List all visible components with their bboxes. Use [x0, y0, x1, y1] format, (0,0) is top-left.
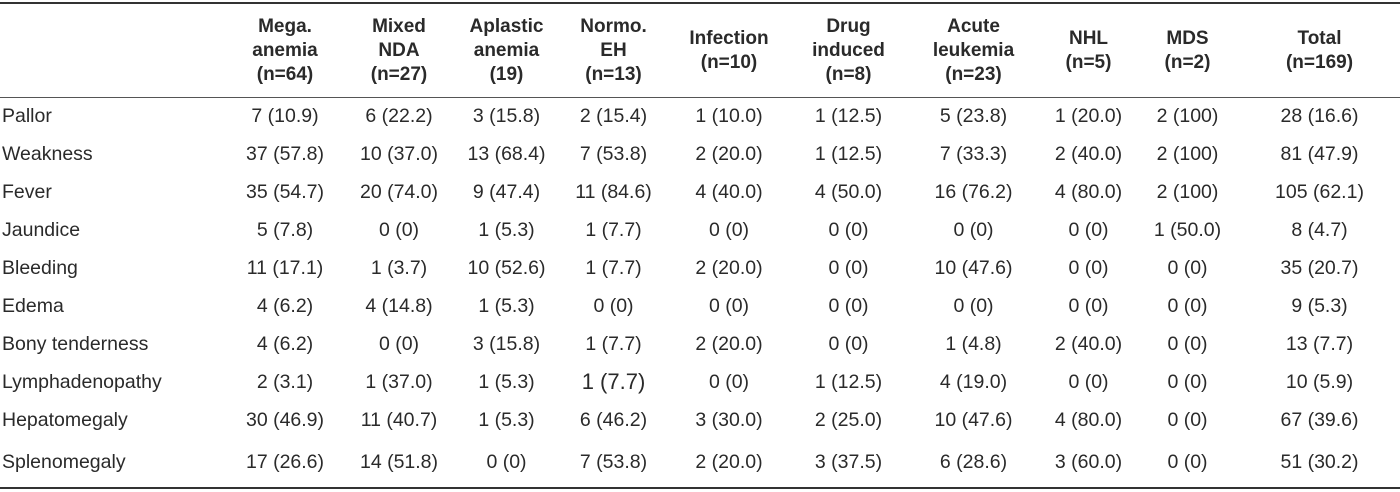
table-cell: 0 (0) [378, 218, 420, 241]
table-cell: 0 (0) [828, 332, 869, 355]
table-cell: 1 (3.7) [370, 256, 428, 279]
table-cell: 2 (100) [1156, 180, 1219, 203]
table-cell: 0 (0) [1167, 450, 1208, 473]
table-cell: 1 (7.7) [585, 256, 642, 279]
table-cell: 0 (0) [1167, 370, 1208, 393]
table-cell: 7 (53.8) [579, 142, 648, 165]
table-cell: 7 (33.3) [939, 142, 1008, 165]
table-cell: 0 (0) [828, 256, 869, 279]
table-cell: 10 (47.6) [934, 408, 1013, 431]
table-cell: 3 (37.5) [814, 450, 883, 473]
table-cell: 10 (47.6) [934, 256, 1013, 279]
row-label: Pallor [2, 104, 52, 127]
table-cell: 2 (20.0) [695, 332, 763, 355]
header-cell-row-label [0, 4, 225, 97]
table-cell: 81 (47.9) [1280, 142, 1359, 165]
header-cell-infection: Infection (n=10) [689, 27, 769, 73]
table-cell: 105 (62.1) [1275, 180, 1364, 203]
table-cell: 1 (5.3) [478, 370, 535, 393]
header-cell-nhl: NHL (n=5) [1065, 27, 1112, 73]
table-cell: 1 (10.0) [695, 104, 763, 127]
table-cell: 0 (0) [1068, 370, 1109, 393]
header-cell-drug-induced: Drug induced (n=8) [812, 15, 885, 85]
table-cell: 5 (7.8) [256, 218, 314, 241]
row-label: Jaundice [2, 218, 81, 241]
table-cell: 0 (0) [378, 332, 420, 355]
table-cell: 37 (57.8) [245, 142, 325, 165]
table-cell: 1 (50.0) [1153, 218, 1222, 241]
row-label: Weakness [2, 142, 93, 165]
row-label: Bony tenderness [2, 332, 149, 355]
table-cell: 2 (40.0) [1054, 142, 1123, 165]
table-cell: 1 (12.5) [814, 370, 883, 393]
table-cell: 9 (47.4) [472, 180, 541, 203]
table-cell: 0 (0) [1167, 332, 1208, 355]
table-cell: 1 (7.7) [581, 369, 646, 394]
table-cell: 1 (4.8) [945, 332, 1002, 355]
table-cell: 10 (52.6) [467, 256, 546, 279]
table-cell: 35 (20.7) [1280, 256, 1359, 279]
table-cell: 2 (20.0) [695, 256, 763, 279]
table-cell: 2 (15.4) [579, 104, 648, 127]
table-cell: 2 (100) [1156, 142, 1219, 165]
table-cell: 4 (6.2) [256, 332, 314, 355]
table-cell: 1 (5.3) [478, 408, 535, 431]
table-cell: 0 (0) [486, 450, 527, 473]
table-cell: 1 (7.7) [585, 332, 642, 355]
table-cell: 4 (80.0) [1054, 180, 1123, 203]
table-cell: 6 (22.2) [365, 104, 433, 127]
table-cell: 3 (15.8) [472, 104, 541, 127]
table-cell: 6 (46.2) [579, 408, 648, 431]
table-cell: 13 (68.4) [467, 142, 546, 165]
header-cell-acute-leukemia: Acute leukemia (n=23) [932, 15, 1015, 85]
table-cell: 20 (74.0) [359, 180, 439, 203]
table-cell: 2 (25.0) [814, 408, 883, 431]
table-cell: 4 (50.0) [814, 180, 883, 203]
table-cell: 7 (53.8) [579, 450, 648, 473]
header-row [0, 4, 1400, 97]
table-cell: 2 (3.1) [256, 370, 314, 393]
table-cell: 13 (7.7) [1285, 332, 1354, 355]
table-cell: 67 (39.6) [1280, 408, 1359, 431]
table-cell: 0 (0) [1068, 256, 1109, 279]
table-cell: 0 (0) [1167, 256, 1208, 279]
table-cell: 28 (16.6) [1280, 104, 1359, 127]
row-label: Splenomegaly [2, 450, 126, 473]
table-cell: 11 (17.1) [246, 256, 324, 279]
table-cell: 0 (0) [1068, 218, 1109, 241]
table-cell: 1 (7.7) [585, 218, 642, 241]
table-cell: 8 (4.7) [1291, 218, 1348, 241]
table-cell: 4 (19.0) [939, 370, 1008, 393]
table-row-splenomegaly [0, 439, 1400, 485]
header-cell-aplastic-anemia: Aplastic anemia (19) [469, 15, 544, 85]
table-cell: 0 (0) [708, 294, 750, 317]
table-cell: 4 (40.0) [695, 180, 763, 203]
table-cell: 10 (37.0) [359, 142, 439, 165]
table-cell: 2 (20.0) [695, 142, 763, 165]
table-cell: 6 (28.6) [939, 450, 1008, 473]
table-cell: 1 (20.0) [1054, 104, 1123, 127]
table-row-weakness [0, 135, 1400, 173]
table-cell: 1 (37.0) [365, 370, 433, 393]
bottom-rule [0, 487, 1400, 489]
table-cell: 0 (0) [1068, 294, 1109, 317]
table-row-edema [0, 287, 1400, 325]
table-row-fever [0, 173, 1400, 211]
header-cell-total: Total (n=169) [1285, 27, 1354, 73]
row-label: Lymphadenopathy [2, 370, 162, 393]
table-row-bony-tenderness [0, 325, 1400, 363]
table-cell: 10 (5.9) [1285, 370, 1354, 393]
table-cell: 2 (20.0) [695, 450, 763, 473]
row-label: Hepatomegaly [2, 408, 128, 431]
table-cell: 51 (30.2) [1280, 450, 1359, 473]
table-cell: 7 (10.9) [251, 104, 319, 127]
table-cell: 1 (5.3) [478, 294, 535, 317]
table-row-hepatomegaly [0, 401, 1400, 439]
header-cell-mega-anemia: Mega. anemia (n=64) [252, 15, 318, 85]
clinical-features-table [0, 4, 1400, 485]
table-cell: 0 (0) [828, 218, 869, 241]
table-cell: 11 (40.7) [360, 408, 438, 431]
table-cell: 0 (0) [1167, 408, 1208, 431]
table-cell: 9 (5.3) [1291, 294, 1348, 317]
table-cell: 4 (14.8) [365, 294, 433, 317]
table-cell: 1 (12.5) [814, 104, 883, 127]
table-cell: 35 (54.7) [245, 180, 325, 203]
header-cell-normo-eh: Normo. EH (n=13) [580, 15, 647, 85]
row-label: Bleeding [2, 256, 78, 279]
table-row-jaundice [0, 211, 1400, 249]
row-label: Edema [2, 294, 64, 317]
table-row-bleeding [0, 249, 1400, 287]
table-cell: 4 (6.2) [256, 294, 314, 317]
table-cell: 0 (0) [828, 294, 869, 317]
header-cell-mds: MDS (n=2) [1164, 27, 1211, 73]
table-cell: 5 (23.8) [939, 104, 1008, 127]
table-cell: 2 (40.0) [1054, 332, 1123, 355]
table-cell: 0 (0) [953, 218, 994, 241]
row-label: Fever [2, 180, 52, 203]
header-cell-mixed-nda: Mixed NDA (n=27) [370, 15, 428, 85]
table-cell: 4 (80.0) [1054, 408, 1123, 431]
table-cell: 0 (0) [1167, 294, 1208, 317]
table-cell: 14 (51.8) [359, 450, 439, 473]
table-row-lymphadenopathy [0, 363, 1400, 401]
table-cell: 3 (30.0) [695, 408, 763, 431]
table-cell: 0 (0) [708, 370, 750, 393]
table-cell: 0 (0) [953, 294, 994, 317]
table-cell: 0 (0) [708, 218, 750, 241]
table-row-pallor [0, 97, 1400, 135]
table-cell: 3 (60.0) [1054, 450, 1123, 473]
table-cell: 30 (46.9) [245, 408, 325, 431]
table-cell: 3 (15.8) [472, 332, 541, 355]
table-cell: 17 (26.6) [245, 450, 325, 473]
table-cell: 16 (76.2) [934, 180, 1013, 203]
table-cell: 1 (5.3) [478, 218, 535, 241]
table-cell: 1 (12.5) [814, 142, 883, 165]
table-cell: 2 (100) [1156, 104, 1219, 127]
table-cell: 11 (84.6) [575, 180, 652, 203]
table-cell: 0 (0) [593, 294, 634, 317]
